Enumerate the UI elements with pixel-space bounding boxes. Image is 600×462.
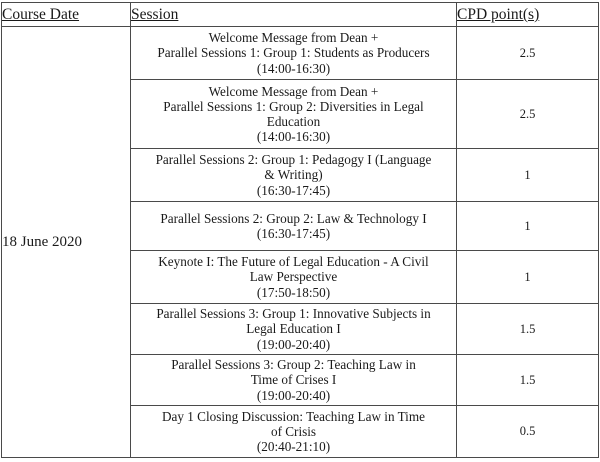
session-line: Parallel Sessions 1: Group 2: Diversities in Legal	[163, 98, 424, 114]
header-session: Session	[131, 3, 457, 27]
session-cell	[131, 406, 457, 458]
session-line: Parallel Sessions 1: Group 1: Students as Producers	[157, 45, 430, 61]
session-line: Parallel Sessions 2: Group 1: Pedagogy I (Language	[155, 152, 432, 168]
header-row	[2, 3, 599, 27]
session-line: Parallel Sessions 3: Group 2: Teaching Law in	[171, 357, 416, 373]
session-time: (17:50-18:50)	[256, 284, 331, 300]
cpd-points-cell: 1	[457, 149, 599, 202]
session-line: of Crisis	[270, 423, 317, 439]
cpd-points-cell: 1.5	[457, 355, 599, 406]
session-cell	[131, 80, 457, 149]
cpd-schedule-table	[1, 2, 599, 458]
header-course-date: Course Date	[2, 3, 131, 27]
session-time: (19:00-20:40)	[256, 336, 331, 352]
session-time: (19:00-20:40)	[256, 387, 331, 403]
session-line: Education	[266, 114, 321, 129]
session-time: (14:00-16:30)	[256, 129, 331, 145]
session-time: (16:30-17:45)	[256, 226, 331, 241]
cpd-points-cell: 2.5	[457, 27, 599, 80]
cpd-points-cell: 1.5	[457, 304, 599, 355]
session-time: (20:40-21:10)	[256, 439, 331, 455]
session-line: Keynote I: The Future of Legal Education - A Civil	[158, 254, 429, 270]
session-line: Welcome Message from Dean +	[208, 30, 379, 46]
session-cell	[131, 304, 457, 355]
session-line: Time of Crises I	[250, 372, 337, 388]
session-line: Welcome Message from Dean +	[208, 83, 379, 99]
session-line: Law Perspective	[249, 269, 338, 285]
session-cell	[131, 27, 457, 80]
course-date-cell: 18 June 2020	[2, 27, 131, 458]
session-line: Legal Education I	[246, 321, 341, 337]
session-line: & Writing)	[264, 167, 323, 183]
session-cell	[131, 355, 457, 406]
session-cell	[131, 251, 457, 304]
session-time: (14:00-16:30)	[256, 60, 331, 76]
header-cpd-points: CPD point(s)	[457, 3, 599, 27]
cpd-points-cell: 1	[457, 251, 599, 304]
table-row	[2, 27, 599, 80]
cpd-points-cell: 0.5	[457, 406, 599, 458]
session-line: Parallel Sessions 3: Group 1: Innovative Subjects in	[156, 306, 431, 322]
session-time: (16:30-17:45)	[256, 182, 331, 198]
session-line: Day 1 Closing Discussion: Teaching Law in Time	[162, 408, 425, 424]
session-cell	[131, 202, 457, 251]
cpd-points-cell: 1	[457, 202, 599, 251]
cpd-points-cell: 2.5	[457, 80, 599, 149]
session-cell	[131, 149, 457, 202]
session-line: Parallel Sessions 2: Group 2: Law & Technology I	[160, 210, 427, 226]
